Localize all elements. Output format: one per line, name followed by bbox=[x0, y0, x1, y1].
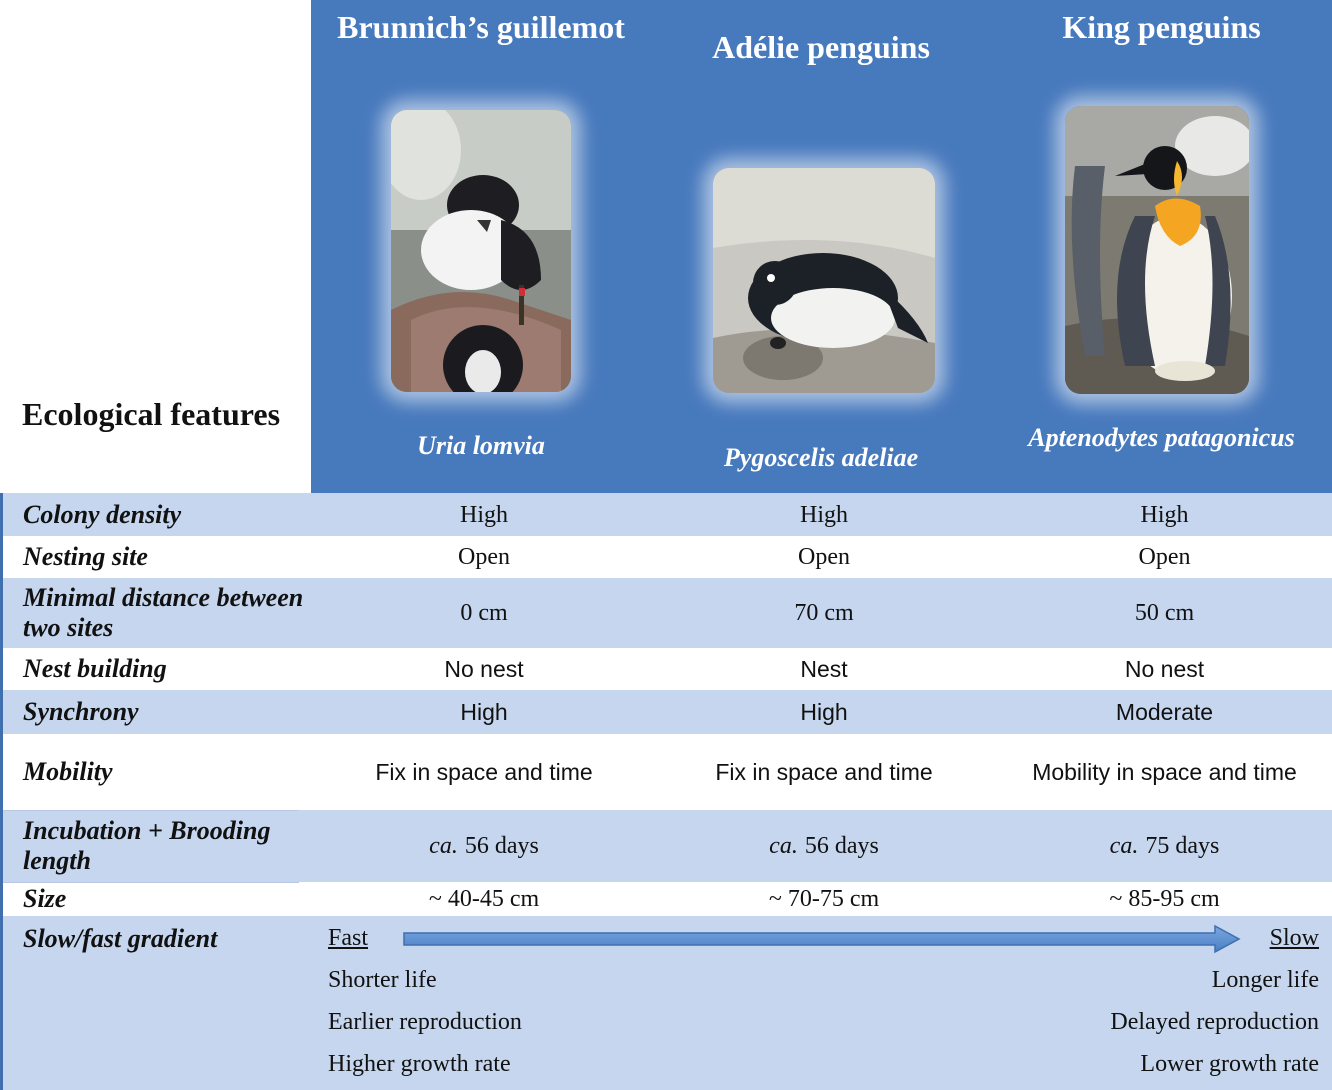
cell-guillemot: No nest bbox=[444, 656, 524, 682]
table-row-slow-fast-gradient bbox=[3, 916, 1332, 1090]
cell-king: ~ 85-95 cm bbox=[1109, 886, 1220, 912]
table-row-mobility bbox=[3, 734, 1332, 810]
table-row-minimal-distance bbox=[3, 578, 1332, 648]
row-label: Synchrony bbox=[23, 697, 139, 726]
row-label: Mobility bbox=[23, 757, 113, 786]
species-latin-name: Pygoscelis adeliae bbox=[723, 443, 919, 472]
guillemot-photo-image bbox=[391, 110, 571, 392]
row-label: Slow/fast gradient bbox=[23, 924, 218, 953]
cell-guillemot: High bbox=[460, 699, 508, 725]
species-column-guillemot bbox=[311, 0, 651, 493]
row-label: Minimal distance between two sites bbox=[23, 583, 304, 642]
species-name: Adélie penguins bbox=[712, 29, 930, 65]
ca-prefix: ca. bbox=[429, 833, 458, 859]
cell-adelie: High bbox=[800, 699, 848, 725]
cell-guillemot: Open bbox=[458, 544, 510, 570]
species-latin-name: Uria lomvia bbox=[417, 431, 545, 460]
cell-guillemot bbox=[314, 810, 654, 882]
adelie-photo bbox=[713, 168, 935, 393]
gradient-right-item: Delayed reproduction bbox=[1110, 1009, 1319, 1035]
table-row-nesting-site bbox=[3, 536, 1332, 578]
row-label: Colony density bbox=[23, 499, 182, 529]
cell-value: 56 days bbox=[804, 833, 879, 859]
row-label: Nest building bbox=[23, 654, 167, 683]
table-row-incubation-brooding bbox=[3, 810, 1332, 882]
cell-guillemot: 0 cm bbox=[460, 600, 508, 626]
cell-adelie: 70 cm bbox=[794, 600, 854, 626]
king-penguin-photo-image bbox=[1065, 106, 1249, 394]
species-latin-name: Aptenodytes patagonicus bbox=[1028, 423, 1295, 452]
cell-adelie: High bbox=[800, 501, 848, 528]
gradient-arrow bbox=[403, 924, 1241, 954]
gradient-left-item: Higher growth rate bbox=[328, 1051, 511, 1077]
table-row-nest-building bbox=[3, 648, 1332, 690]
king-penguin-photo bbox=[1065, 106, 1249, 394]
gradient-right-item: Longer life bbox=[1211, 967, 1319, 993]
cell-adelie bbox=[654, 810, 994, 882]
cell-king: High bbox=[1140, 501, 1189, 528]
cell-adelie: Open bbox=[798, 544, 850, 570]
cell-guillemot: Fix in space and time bbox=[375, 759, 593, 785]
species-name: King penguins bbox=[1062, 9, 1261, 45]
gradient-slow-label: Slow bbox=[1269, 925, 1319, 951]
cell-king bbox=[994, 810, 1332, 882]
cell-guillemot: High bbox=[460, 501, 508, 528]
cell-adelie: ~ 70-75 cm bbox=[768, 886, 880, 912]
cell-king: Moderate bbox=[1115, 699, 1214, 725]
cell-king: Mobility in space and time bbox=[1032, 759, 1297, 785]
gradient-fast-label: Fast bbox=[328, 925, 369, 951]
cell-adelie: Nest bbox=[800, 656, 848, 682]
table-row-size bbox=[3, 882, 1332, 916]
ca-prefix: ca. bbox=[769, 833, 798, 859]
ecological-features-table bbox=[0, 493, 1332, 1090]
gradient-left-item: Earlier reproduction bbox=[328, 1009, 522, 1035]
ecological-features-heading: Ecological features bbox=[22, 396, 281, 432]
cell-adelie: Fix in space and time bbox=[715, 759, 933, 785]
row-divider bbox=[3, 810, 299, 811]
gradient-right-item: Lower growth rate bbox=[1140, 1051, 1319, 1077]
row-label: Size bbox=[23, 884, 67, 913]
species-column-king bbox=[991, 0, 1332, 493]
cell-guillemot: ~ 40-45 cm bbox=[428, 886, 540, 912]
table-row-colony-density bbox=[3, 493, 1332, 536]
table-row-synchrony bbox=[3, 690, 1332, 734]
adelie-photo-image bbox=[713, 168, 935, 393]
row-label: Incubation + Brooding length bbox=[23, 816, 271, 875]
cell-king: 50 cm bbox=[1134, 600, 1195, 626]
row-label: Nesting site bbox=[23, 542, 148, 571]
cell-value: 56 days bbox=[464, 833, 539, 859]
cell-king: Open bbox=[1138, 544, 1191, 570]
species-column-adelie bbox=[651, 0, 991, 493]
gradient-left-item: Shorter life bbox=[328, 967, 437, 993]
guillemot-photo bbox=[391, 110, 571, 392]
cell-value: 75 days bbox=[1145, 833, 1220, 859]
ca-prefix: ca. bbox=[1109, 833, 1139, 859]
species-name: Brunnich’s guillemot bbox=[337, 9, 625, 45]
cell-king: No nest bbox=[1124, 656, 1205, 682]
row-divider bbox=[3, 882, 299, 883]
